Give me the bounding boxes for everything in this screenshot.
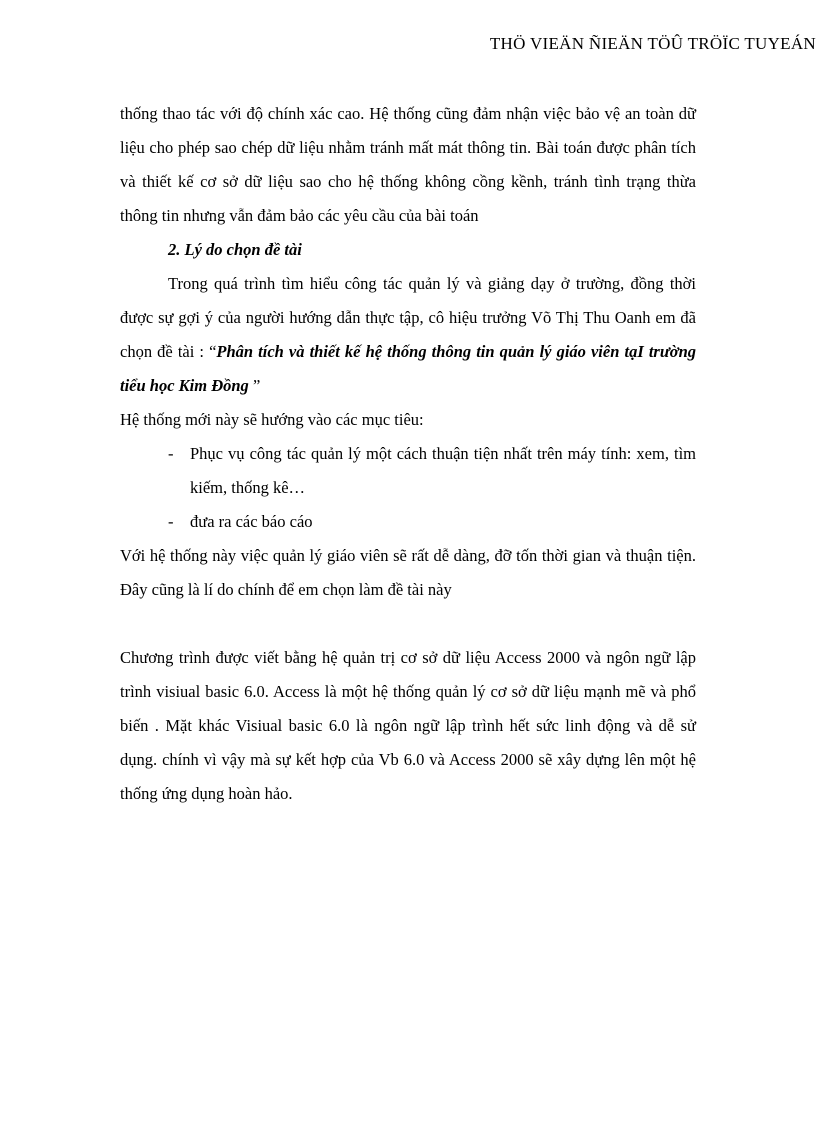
paragraph-conclusion: Với hệ thống này việc quản lý giáo viên sẽ rất dễ dàng, đỡ tốn thời gian và thuận tiện. Đây cũng là lí do chính để em chọn làm đề tài này xyxy=(120,546,696,599)
paragraph-goals: Hệ thống mới này sẽ hướng vào các mục tiêu: xyxy=(120,410,424,429)
paragraph-intro: thống thao tác với độ chính xác cao. Hệ thống cũng đảm nhận việc bảo vệ an toàn dữ liệu cho phép sao chép dữ liệu nhằm tránh mất mát thông tin. Bài toán được phân tích và thiết kế cơ sở dữ liệu sao cho hệ thống không cồng kềnh, tránh tình trạng thừa thông tin nhưng vẫn đảm bảo các yêu cầu của bài toán xyxy=(120,104,696,225)
list-item xyxy=(120,505,696,539)
document-body xyxy=(120,97,696,811)
bullet-dash: - xyxy=(168,444,174,463)
thesis-title: Phân tích và thiết kế hệ thống thông tin quản lý giáo viên tạI trường tiểu học Kim Đồng xyxy=(120,342,696,395)
spacer xyxy=(120,607,696,641)
reason-text: Trong quá trình tìm hiểu công tác quản lý và giảng dạy ở trường, đồng thời được sự gợi ý của người hướng dẫn thực tập, cô hiệu trưởng Võ Thị Thu Oanh em đã chọn đề tài : “ xyxy=(120,274,696,361)
paragraph-reason xyxy=(120,267,696,403)
list-item xyxy=(120,437,696,505)
goals-list xyxy=(120,437,696,539)
bullet-dash: - xyxy=(168,512,174,531)
reason-end: ” xyxy=(248,376,261,395)
paragraph-technology: Chương trình được viết bằng hệ quản trị cơ sở dữ liệu Access 2000 và ngôn ngữ lập trình visiual basic 6.0. Access là một hệ thống quản lý cơ sở dữ liệu mạnh mẽ và phổ biến . Mặt khác Visiual basic 6.0 là ngôn ngữ lập trình hết sức linh động và dễ sử dụng. chính vì vậy mà sự kết hợp của Vb 6.0 và Access 2000 sẽ xây dựng lên một hệ thống ứng dụng hoàn hảo. xyxy=(120,648,696,803)
list-item-text: đưa ra các báo cáo xyxy=(190,512,313,531)
list-item-text: Phục vụ công tác quản lý một cách thuận tiện nhất trên máy tính: xem, tìm kiếm, thống kê… xyxy=(190,444,696,497)
section-heading: 2. Lý do chọn đề tài xyxy=(168,240,302,259)
page-header: THÖ VIEÄN ÑIEÄN TÖÛ TRÖÏC TUYEÁN xyxy=(489,34,816,53)
